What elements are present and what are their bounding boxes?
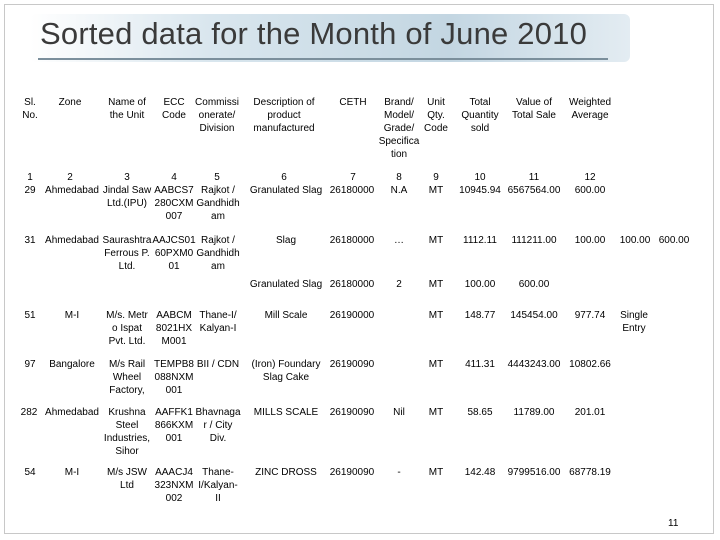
table-cell-commissionerate: Rajkot / Gandhidh am bbox=[196, 235, 240, 272]
table-cell-sl: 31 bbox=[24, 235, 36, 246]
header-unit: Name of the Unit bbox=[108, 97, 146, 121]
table-cell-commissionerate: BII / CDN bbox=[196, 359, 240, 370]
table-cell-unit-qty-code: MT bbox=[428, 310, 444, 321]
colnum: 9 bbox=[433, 172, 439, 183]
table-cell-commissionerate: Thane- I/Kalyan- II bbox=[198, 467, 238, 504]
table-cell-brand: N.A bbox=[390, 185, 408, 196]
table-cell-quantity: 58.65 bbox=[467, 407, 493, 418]
table-cell-sl: 29 bbox=[24, 185, 36, 196]
table-cell-zone: Ahmedabad bbox=[45, 407, 99, 418]
table-cell-description: MILLS SCALE bbox=[253, 407, 319, 418]
table-cell-ecc: TEMPB8 088NXM 001 bbox=[153, 359, 194, 396]
table-cell-ceth: 26180000 bbox=[329, 185, 375, 196]
table-cell-zone: M-I bbox=[64, 310, 80, 321]
table-cell-ceth: 26190090 bbox=[329, 407, 375, 418]
header-commissionerate: Commissi onerate/ Division bbox=[195, 97, 239, 134]
table-cell-ecc: AAJCS01 60PXM0 01 bbox=[152, 235, 196, 272]
header-total-quantity: Total Quantity sold bbox=[461, 97, 499, 134]
table-cell-quantity: 148.77 bbox=[464, 310, 496, 321]
table-cell-brand: 2 bbox=[396, 279, 402, 290]
table-cell-weighted-average: 68778.19 bbox=[569, 467, 611, 478]
table-cell-unit-qty-code: MT bbox=[428, 279, 444, 290]
table-cell-weighted-average: 10802.66 bbox=[569, 359, 611, 370]
table-cell-unit-qty-code: MT bbox=[428, 467, 444, 478]
table-cell-quantity: 1112.11 bbox=[463, 235, 497, 246]
table-cell-unit-qty-code: MT bbox=[428, 407, 444, 418]
table-cell-commissionerate: Bhavnaga r / City Div. bbox=[195, 407, 241, 444]
table-cell-brand: … bbox=[394, 235, 404, 246]
header-description: Description of product manufactured bbox=[253, 97, 315, 134]
table-cell-ceth: 26190090 bbox=[329, 467, 375, 478]
table-cell-weighted-average: 600.00 bbox=[574, 185, 606, 196]
table-cell-unit: M/s Rail Wheel Factory, bbox=[108, 359, 146, 396]
colnum: 5 bbox=[214, 172, 220, 183]
table-cell-description: (Iron) Foundary Slag Cake bbox=[251, 359, 321, 383]
colnum: 4 bbox=[171, 172, 177, 183]
table-cell-value: 11789.00 bbox=[513, 407, 555, 418]
table-cell-quantity: 142.48 bbox=[464, 467, 496, 478]
header-zone: Zone bbox=[58, 97, 82, 108]
table-cell-unit-qty-code: MT bbox=[428, 235, 444, 246]
table-cell-brand: - bbox=[397, 467, 401, 478]
table-cell-sl: 282 bbox=[20, 407, 38, 418]
table-cell-extra: 600.00 bbox=[658, 235, 690, 246]
table-cell-unit: Saurashtra Ferrous P. Ltd. bbox=[102, 235, 152, 272]
page-title: Sorted data for the Month of June 2010 bbox=[40, 16, 588, 51]
colnum: 7 bbox=[350, 172, 356, 183]
table-cell-unit: Krushna Steel Industries, Sihor bbox=[103, 407, 151, 457]
table-cell-zone: Ahmedabad bbox=[45, 185, 99, 196]
title-underline bbox=[38, 58, 608, 60]
table-cell-commissionerate: Thane-I/ Kalyan-I bbox=[199, 310, 237, 334]
colnum: 12 bbox=[584, 172, 596, 183]
table-cell-description: Mill Scale bbox=[264, 310, 308, 321]
table-cell-sl: 54 bbox=[24, 467, 36, 478]
table-cell-ceth: 26190000 bbox=[329, 310, 375, 321]
table-cell-unit-qty-code: MT bbox=[428, 359, 444, 370]
table-cell-ecc: AABCM 8021HX M001 bbox=[155, 310, 193, 347]
table-cell-value: 600.00 bbox=[518, 279, 550, 290]
table-cell-quantity: 100.00 bbox=[464, 279, 496, 290]
table-cell-commissionerate: Rajkot / Gandhidh am bbox=[196, 185, 240, 222]
page-number: 11 bbox=[668, 518, 679, 529]
table-cell-quantity: 10945.94 bbox=[459, 185, 501, 196]
header-ceth: CETH bbox=[339, 97, 367, 108]
header-value: Value of Total Sale bbox=[512, 97, 556, 121]
table-cell-ceth: 26190090 bbox=[329, 359, 375, 370]
header-sl: Sl. No. bbox=[22, 97, 38, 121]
table-cell-value: 111211.00 bbox=[511, 235, 557, 246]
colnum: 11 bbox=[528, 172, 540, 183]
table-cell-description: Granulated Slag bbox=[249, 279, 323, 290]
header-ecc: ECC Code bbox=[162, 97, 186, 121]
table-cell-unit: Jindal Saw Ltd.(IPU) bbox=[102, 185, 152, 209]
header-unit-qty-code: Unit Qty. Code bbox=[424, 97, 448, 134]
table-cell-weighted-average: 977.74 bbox=[574, 310, 606, 321]
table-cell-weighted-average: 100.00 bbox=[574, 235, 606, 246]
header-brand: Brand/ Model/ Grade/ Specifica tion bbox=[378, 97, 420, 160]
table-cell-unit-qty-code: MT bbox=[428, 185, 444, 196]
colnum: 6 bbox=[281, 172, 287, 183]
table-cell-unit: M/s JSW Ltd bbox=[107, 467, 147, 491]
table-cell-zone: Ahmedabad bbox=[45, 235, 99, 246]
table-cell-brand: Nil bbox=[393, 407, 405, 418]
table-cell-ecc: AAFFK1 866KXM 001 bbox=[154, 407, 194, 444]
table-cell-zone: Bangalore bbox=[49, 359, 95, 370]
table-cell-extra: 100.00 bbox=[619, 235, 651, 246]
header-weighted-average: Weighted Average bbox=[568, 97, 612, 121]
table-cell-zone: M-I bbox=[64, 467, 80, 478]
colnum: 8 bbox=[396, 172, 402, 183]
table-cell-value: 6567564.00 bbox=[507, 185, 561, 196]
table-cell-description: ZINC DROSS bbox=[255, 467, 317, 478]
table-cell-note: Single Entry bbox=[620, 310, 648, 334]
table-cell-value: 145454.00 bbox=[510, 310, 558, 321]
table-cell-value: 4443243.00 bbox=[507, 359, 561, 370]
table-cell-ceth: 26180000 bbox=[329, 279, 375, 290]
table-cell-value: 9799516.00 bbox=[507, 467, 561, 478]
table-cell-sl: 97 bbox=[24, 359, 36, 370]
colnum: 10 bbox=[474, 172, 486, 183]
table-cell-weighted-average: 201.01 bbox=[574, 407, 606, 418]
table-cell-description: Slag bbox=[275, 235, 296, 246]
colnum: 2 bbox=[67, 172, 73, 183]
colnum: 1 bbox=[27, 172, 33, 183]
table-cell-ecc: AABCS7 280CXM 007 bbox=[154, 185, 194, 222]
table-cell-quantity: 411.31 bbox=[465, 359, 495, 370]
table-cell-description: Granulated Slag bbox=[249, 185, 323, 196]
table-cell-ecc: AAACJ4 323NXM 002 bbox=[154, 467, 194, 504]
table-cell-ceth: 26180000 bbox=[329, 235, 375, 246]
table-cell-sl: 51 bbox=[24, 310, 36, 321]
table-cell-unit: M/s. Metr o Ispat Pvt. Ltd. bbox=[106, 310, 148, 347]
colnum: 3 bbox=[124, 172, 130, 183]
